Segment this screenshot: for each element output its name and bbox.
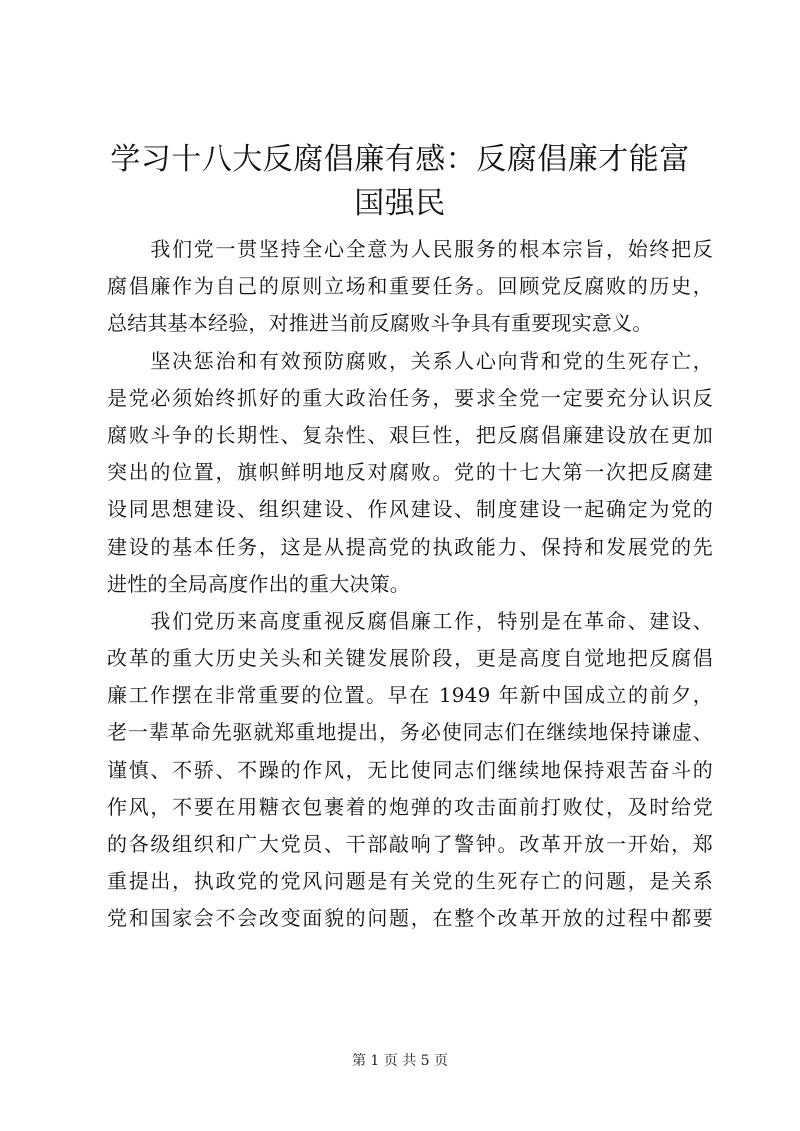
body-line: 老一辈革命先驱就郑重地提出，务必使同志们在继续地保持谦虚、 <box>107 720 713 745</box>
body-line: 党和国家会不会改变面貌的问题，在整个改革开放的过程中都要 <box>107 906 713 931</box>
body-line: 的各级组织和广大党员、干部敲响了警钟。改革开放一开始，郑 <box>107 832 713 856</box>
body-line: 谨慎、不骄、不躁的作风，无比使同志们继续地保持艰苦奋斗的 <box>107 757 713 782</box>
body-line: 建设的基本任务，这是从提高党的执政能力、保持和发展党的先 <box>107 534 713 559</box>
body-line: 腐倡廉作为自己的原则立场和重要任务。回顾党反腐败的历史， <box>107 274 713 299</box>
body-line: 作风，不要在用糖衣包裹着的炮弹的攻击面前打败仗，及时给党 <box>107 794 713 819</box>
document-title: 学习十八大反腐倡廉有感：反腐倡廉才能富国强民 <box>110 142 690 221</box>
body-line: 我们党一贯坚持全心全意为人民服务的根本宗旨，始终把反 <box>107 237 713 261</box>
body-line: 重提出，执政党的党风问题是有关党的生死存亡的问题，是关系 <box>107 869 713 894</box>
body-line: 设同思想建设、组织建设、作风建设、制度建设一起确定为党的 <box>107 497 713 522</box>
body-line: 廉工作摆在非常重要的位置。早在 1949 年新中国成立的前夕， <box>107 683 713 708</box>
body-line: 腐败斗争的长期性、复杂性、艰巨性，把反腐倡廉建设放在更加 <box>107 422 713 447</box>
body-line: 改革的重大历史关头和关键发展阶段，更是高度自觉地把反腐倡 <box>107 646 713 671</box>
body-line: 是党必须始终抓好的重大政治任务，要求全党一定要充分认识反 <box>107 385 713 410</box>
body-line: 我们党历来高度重视反腐倡廉工作，特别是在革命、建设、 <box>107 608 713 633</box>
body-line: 总结其基本经验，对推进当前反腐败斗争具有重要现实意义。 <box>107 311 653 336</box>
page-footer: 第 1 页 共 5 页 <box>351 1053 449 1069</box>
document-body <box>107 231 713 938</box>
body-line: 进性的全局高度作出的重大决策。 <box>107 571 410 596</box>
body-line: 突出的位置，旗帜鲜明地反对腐败。党的十七大第一次把反腐建 <box>107 460 713 485</box>
body-line: 坚决惩治和有效预防腐败，关系人心向背和党的生死存亡， <box>107 348 713 373</box>
